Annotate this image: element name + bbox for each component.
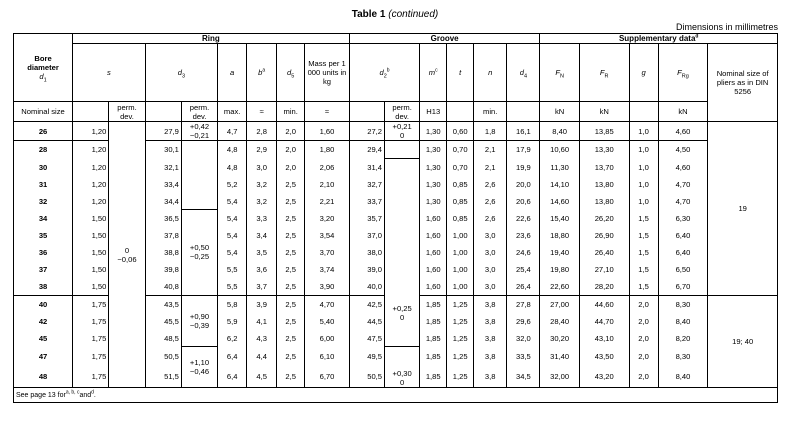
n-cell: 3,8	[474, 313, 507, 330]
d2-cell: 50,5	[367, 372, 383, 382]
s-cell: 1,75	[91, 352, 107, 362]
fn-cell: 15,40	[540, 210, 579, 227]
d3-cell: 39,8	[164, 264, 179, 274]
g-cell: 1,0	[629, 122, 658, 141]
g-cell: 1,0	[629, 159, 658, 176]
g-cell: 2,0	[629, 330, 658, 347]
d3-perm-dev-cell: +0,50 −0,25	[181, 210, 217, 296]
m-cell: 1,30	[420, 122, 447, 141]
d2-cell: 37,0	[367, 230, 383, 240]
d2-perm-dev-cell	[385, 141, 420, 159]
frg-cell: 6,70	[658, 278, 708, 296]
m-cell: 1,85	[420, 330, 447, 347]
frg-header: $F_{Rg}$	[658, 44, 708, 102]
frg-cell: 8,40	[658, 313, 708, 330]
s-cell: 1,50	[91, 213, 107, 223]
d2-cell: 44,5	[367, 316, 383, 326]
mass-cell: 3,90	[305, 278, 350, 296]
mass-cell: 2,06	[305, 159, 350, 176]
b-cell: 4,5	[247, 367, 277, 388]
bore-diameter-cell: 45	[14, 330, 73, 347]
d4-cell: 32,0	[507, 330, 540, 347]
fn-cell: 30,20	[540, 330, 579, 347]
mass-header: Mass per 1 000 units in kg	[305, 44, 350, 102]
fn-cell: 22,60	[540, 278, 579, 296]
fr-cell: 13,70	[579, 159, 629, 176]
fr-cell: 13,30	[579, 141, 629, 159]
frg-cell: 8,30	[658, 295, 708, 313]
d5-header: $d_5$	[277, 44, 305, 102]
d2-cell: 47,5	[367, 333, 383, 343]
m-cell: 1,30	[420, 159, 447, 176]
g-cell: 2,0	[629, 367, 658, 388]
bore-diameter-cell: 36	[14, 244, 73, 261]
d3-perm-dev-cell: +0,42 −0,21	[181, 122, 217, 141]
b-cell: 3,4	[247, 227, 277, 244]
mass-cell: 3,70	[305, 244, 350, 261]
b-cell: 3,6	[247, 261, 277, 278]
pliers-header: Nominal size of pliers as in DIN 5256	[708, 44, 778, 122]
t-cell: 0,85	[447, 193, 474, 210]
m-cell: 1,85	[420, 295, 447, 313]
fr-cell: 13,80	[579, 193, 629, 210]
d4-cell: 20,6	[507, 193, 540, 210]
mass-cell: 3,54	[305, 227, 350, 244]
fn-cell: 14,10	[540, 176, 579, 193]
fn-cell: 19,80	[540, 261, 579, 278]
nominal-size-subheader: Nominal size	[14, 102, 73, 122]
d5-cell: 2,5	[277, 227, 305, 244]
m-cell: 1,30	[420, 193, 447, 210]
bore-diameter-cell: 38	[14, 278, 73, 296]
bore-diameter-cell: 30	[14, 159, 73, 176]
mass-cell: 4,70	[305, 295, 350, 313]
n-cell: 2,1	[474, 159, 507, 176]
b-cell: 3,9	[247, 295, 277, 313]
a-header: a	[218, 44, 247, 102]
d3-cell: 36,5	[164, 213, 179, 223]
d3-header: $d_3$	[145, 44, 218, 102]
s-cell: 1,50	[91, 247, 107, 257]
d5-cell: 2,5	[277, 347, 305, 367]
s-cell: 1,75	[91, 299, 107, 309]
d5-min-subheader: min.	[277, 102, 305, 122]
d4-cell: 24,6	[507, 244, 540, 261]
d2-cell: 49,5	[367, 352, 383, 362]
t-cell: 0,70	[447, 141, 474, 159]
d2-cell: 39,0	[367, 264, 383, 274]
bore-diameter-cell: 42	[14, 313, 73, 330]
a-cell: 6,4	[218, 347, 247, 367]
s-cell: 1,50	[91, 230, 107, 240]
b-cell: 4,1	[247, 313, 277, 330]
bore-diameter-cell: 31	[14, 176, 73, 193]
g-cell: 1,5	[629, 261, 658, 278]
d2-cell: 27,2	[367, 126, 383, 136]
mass-cell: 3,74	[305, 261, 350, 278]
frg-cell: 6,50	[658, 261, 708, 278]
m-cell: 1,60	[420, 261, 447, 278]
m-cell: 1,30	[420, 141, 447, 159]
d3-perm-dev-cell: +1,10 −0,46	[181, 347, 217, 388]
d5-cell: 2,5	[277, 193, 305, 210]
fn-cell: 28,40	[540, 313, 579, 330]
a-cell: 6,4	[218, 367, 247, 388]
mass-cell: 1,80	[305, 141, 350, 159]
t-cell: 1,25	[447, 295, 474, 313]
g-header: g	[629, 44, 658, 102]
fr-cell: 44,60	[579, 295, 629, 313]
s-cell: 1,20	[91, 126, 107, 136]
bore-diameter-cell: 35	[14, 227, 73, 244]
d2-cell: 42,5	[367, 299, 383, 309]
a-cell: 5,9	[218, 313, 247, 330]
d4-cell: 27,8	[507, 295, 540, 313]
d2-perm-dev-cell: +0,30 0	[385, 347, 420, 388]
m-h13-subheader: H13	[420, 102, 447, 122]
a-max-subheader: max.	[218, 102, 247, 122]
fr-cell: 26,20	[579, 210, 629, 227]
n-cell: 3,0	[474, 244, 507, 261]
b-cell: 2,8	[247, 122, 277, 141]
d4-cell: 20,0	[507, 176, 540, 193]
d5-cell: 2,5	[277, 367, 305, 388]
fn-cell: 19,40	[540, 244, 579, 261]
frg-cell: 8,40	[658, 367, 708, 388]
footnote: See page 13 for$^{a, b, c}$and$^d$.	[14, 388, 778, 403]
d3-cell: 50,5	[164, 352, 179, 362]
frg-cell: 6,30	[658, 210, 708, 227]
fr-cell: 13,85	[579, 122, 629, 141]
d2-cell: 29,4	[367, 145, 383, 155]
fn-cell: 10,60	[540, 141, 579, 159]
s-cell: 1,75	[91, 372, 107, 382]
m-cell: 1,30	[420, 176, 447, 193]
d2-cell: 31,4	[367, 162, 383, 172]
a-cell: 5,5	[218, 278, 247, 296]
d3-perm-dev-subheader: perm. dev.	[181, 102, 217, 122]
n-cell: 3,8	[474, 330, 507, 347]
frg-cell: 4,60	[658, 159, 708, 176]
fn-cell: 8,40	[540, 122, 579, 141]
fr-cell: 43,20	[579, 367, 629, 388]
bore-diameter-cell: 48	[14, 367, 73, 388]
b-cell: 3,5	[247, 244, 277, 261]
mass-cell: 6,70	[305, 367, 350, 388]
table-row	[14, 122, 778, 141]
n-cell: 2,1	[474, 141, 507, 159]
d5-cell: 2,5	[277, 295, 305, 313]
bore-diameter-cell: 34	[14, 210, 73, 227]
pliers-size-cell: 19	[708, 122, 778, 296]
g-cell: 1,5	[629, 210, 658, 227]
n-cell: 3,0	[474, 227, 507, 244]
n-cell: 2,6	[474, 210, 507, 227]
d4-cell: 25,4	[507, 261, 540, 278]
d2-cell: 38,0	[367, 247, 383, 257]
groove-group-header: Groove	[349, 34, 540, 44]
b-cell: 3,2	[247, 193, 277, 210]
fr-cell: 28,20	[579, 278, 629, 296]
g-cell: 2,0	[629, 313, 658, 330]
d4-cell: 26,4	[507, 278, 540, 296]
bore-diameter-header: Bore diameter $d_1$	[14, 34, 73, 102]
fr-cell: 43,50	[579, 347, 629, 367]
n-header: n	[474, 44, 507, 102]
d5-cell: 2,5	[277, 244, 305, 261]
a-cell: 6,2	[218, 330, 247, 347]
t-cell: 0,85	[447, 176, 474, 193]
fr-cell: 26,90	[579, 227, 629, 244]
fn-header: $F_N$	[540, 44, 579, 102]
b-cell: 2,9	[247, 141, 277, 159]
a-cell: 5,5	[218, 261, 247, 278]
d3-cell: 37,8	[164, 230, 179, 240]
d4-cell: 34,5	[507, 367, 540, 388]
d3-cell: 45,5	[164, 316, 179, 326]
d2-cell: 33,7	[367, 196, 383, 206]
fr-header: $F_R$	[579, 44, 629, 102]
t-cell: 0,85	[447, 210, 474, 227]
d4-cell: 17,9	[507, 141, 540, 159]
d5-cell: 2,5	[277, 261, 305, 278]
d2-cell: 40,0	[367, 281, 383, 291]
m-cell: 1,60	[420, 227, 447, 244]
a-cell: 5,8	[218, 295, 247, 313]
fr-cell: 44,70	[579, 313, 629, 330]
d3-cell: 30,1	[164, 145, 179, 155]
fr-cell: 43,10	[579, 330, 629, 347]
bore-diameter-cell: 37	[14, 261, 73, 278]
d3-cell: 27,9	[164, 126, 179, 136]
b-cell: 3,7	[247, 278, 277, 296]
d2-perm-dev-cell: +0,21 0	[385, 122, 420, 141]
ring-group-header: Ring	[73, 34, 350, 44]
g-cell: 1,5	[629, 244, 658, 261]
s-cell: 1,20	[91, 145, 107, 155]
g-cell: 1,5	[629, 278, 658, 296]
m-cell: 1,85	[420, 313, 447, 330]
t-cell: 1,25	[447, 347, 474, 367]
t-cell: 1,25	[447, 313, 474, 330]
fn-cell: 18,80	[540, 227, 579, 244]
m-cell: 1,85	[420, 347, 447, 367]
b-cell: 3,2	[247, 176, 277, 193]
frg-cell: 4,50	[658, 141, 708, 159]
d3-perm-dev-cell: +0,90 −0,39	[181, 295, 217, 347]
frg-cell: 4,70	[658, 176, 708, 193]
b-cell: 4,4	[247, 347, 277, 367]
frg-cell: 4,60	[658, 122, 708, 141]
g-cell: 2,0	[629, 347, 658, 367]
d3-cell: 51,5	[164, 372, 179, 382]
fr-unit-subheader: kN	[579, 102, 629, 122]
fn-cell: 27,00	[540, 295, 579, 313]
frg-unit-subheader: kN	[658, 102, 708, 122]
t-cell: 1,25	[447, 330, 474, 347]
b-cell: 3,0	[247, 159, 277, 176]
d4-cell: 22,6	[507, 210, 540, 227]
d5-cell: 2,0	[277, 159, 305, 176]
fn-cell: 31,40	[540, 347, 579, 367]
bore-diameter-cell: 26	[14, 122, 73, 141]
table-body	[14, 122, 778, 388]
t-cell: 1,25	[447, 367, 474, 388]
d4-cell: 33,5	[507, 347, 540, 367]
g-cell: 1,0	[629, 141, 658, 159]
pliers-size-cell: 19; 40	[708, 295, 778, 388]
d5-cell: 2,0	[277, 122, 305, 141]
frg-cell: 4,70	[658, 193, 708, 210]
bore-diameter-cell: 40	[14, 295, 73, 313]
a-cell: 4,8	[218, 141, 247, 159]
mass-cell: 3,20	[305, 210, 350, 227]
a-cell: 5,4	[218, 210, 247, 227]
fn-unit-subheader: kN	[540, 102, 579, 122]
d3-perm-dev-cell	[181, 141, 217, 210]
fn-cell: 11,30	[540, 159, 579, 176]
d3-cell: 43,5	[164, 299, 179, 309]
n-cell: 1,8	[474, 122, 507, 141]
g-cell: 1,5	[629, 227, 658, 244]
s-cell: 1,20	[91, 179, 107, 189]
t-cell: 0,60	[447, 122, 474, 141]
d3-cell: 40,8	[164, 281, 179, 291]
d2-perm-dev-subheader: perm. dev.	[385, 102, 420, 122]
frg-cell: 6,40	[658, 244, 708, 261]
supplementary-group-header: Supplementary data$^d$	[540, 34, 778, 44]
d2-header: $d_2^b$	[349, 44, 419, 102]
d2-perm-dev-cell: +0,25 0	[385, 159, 420, 347]
mass-approx-subheader: ≈	[305, 102, 350, 122]
b-approx-subheader: ≈	[247, 102, 277, 122]
frg-cell: 8,20	[658, 330, 708, 347]
n-cell: 3,8	[474, 367, 507, 388]
m-cell: 1,60	[420, 244, 447, 261]
t-cell: 1,00	[447, 244, 474, 261]
s-perm-dev-cell: 0 −0,06	[109, 122, 145, 388]
bore-diameter-cell: 47	[14, 347, 73, 367]
d4-header: $d_4$	[507, 44, 540, 102]
m-header: $m^c$	[420, 44, 447, 102]
t-cell: 0,70	[447, 159, 474, 176]
d4-cell: 23,6	[507, 227, 540, 244]
fn-cell: 32,00	[540, 367, 579, 388]
d3-cell: 38,8	[164, 247, 179, 257]
n-cell: 2,6	[474, 193, 507, 210]
fr-cell: 27,10	[579, 261, 629, 278]
s-cell: 1,20	[91, 162, 107, 172]
b-cell: 3,3	[247, 210, 277, 227]
d2-cell: 32,7	[367, 179, 383, 189]
s-cell: 1,75	[91, 333, 107, 343]
n-cell: 3,0	[474, 278, 507, 296]
a-cell: 5,2	[218, 176, 247, 193]
d5-cell: 2,5	[277, 176, 305, 193]
s-cell: 1,20	[91, 196, 107, 206]
d4-cell: 16,1	[507, 122, 540, 141]
d5-cell: 2,5	[277, 278, 305, 296]
a-cell: 4,8	[218, 159, 247, 176]
table-title: Table 1 (continued)	[351, 9, 439, 20]
g-cell: 1,0	[629, 176, 658, 193]
d5-cell: 2,5	[277, 313, 305, 330]
t-header: t	[447, 44, 474, 102]
d5-cell: 2,5	[277, 210, 305, 227]
s-header: s	[73, 44, 146, 102]
d4-cell: 19,9	[507, 159, 540, 176]
m-cell: 1,60	[420, 278, 447, 296]
s-cell: 1,50	[91, 264, 107, 274]
n-cell: 3,8	[474, 295, 507, 313]
s-perm-dev-subheader: perm. dev.	[109, 102, 145, 122]
a-cell: 5,4	[218, 193, 247, 210]
n-cell: 2,6	[474, 176, 507, 193]
fn-cell: 14,60	[540, 193, 579, 210]
d2-cell: 35,7	[367, 213, 383, 223]
n-min-subheader: min.	[474, 102, 507, 122]
s-cell: 1,50	[91, 281, 107, 291]
d4-cell: 29,6	[507, 313, 540, 330]
bore-diameter-cell: 32	[14, 193, 73, 210]
b-cell: 4,3	[247, 330, 277, 347]
t-cell: 1,00	[447, 261, 474, 278]
g-cell: 1,0	[629, 193, 658, 210]
n-cell: 3,8	[474, 347, 507, 367]
d3-cell: 32,1	[164, 162, 179, 172]
d3-cell: 33,4	[164, 179, 179, 189]
t-cell: 1,00	[447, 227, 474, 244]
mass-cell: 2,10	[305, 176, 350, 193]
ring-dimensions-table	[13, 33, 778, 403]
b-header: $b^a$	[247, 44, 277, 102]
d5-cell: 2,0	[277, 141, 305, 159]
frg-cell: 8,30	[658, 347, 708, 367]
mass-cell: 5,40	[305, 313, 350, 330]
m-cell: 1,60	[420, 210, 447, 227]
frg-cell: 6,40	[658, 227, 708, 244]
a-cell: 4,7	[218, 122, 247, 141]
dimensions-note: Dimensions in millimetres	[675, 22, 778, 32]
s-cell: 1,75	[91, 316, 107, 326]
a-cell: 5,4	[218, 244, 247, 261]
d5-cell: 2,5	[277, 330, 305, 347]
n-cell: 3,0	[474, 261, 507, 278]
mass-cell: 1,60	[305, 122, 350, 141]
fr-cell: 26,40	[579, 244, 629, 261]
g-cell: 2,0	[629, 295, 658, 313]
mass-cell: 6,00	[305, 330, 350, 347]
a-cell: 5,4	[218, 227, 247, 244]
mass-cell: 2,21	[305, 193, 350, 210]
mass-cell: 6,10	[305, 347, 350, 367]
d3-cell: 34,4	[164, 196, 179, 206]
m-cell: 1,85	[420, 367, 447, 388]
t-cell: 1,00	[447, 278, 474, 296]
d3-cell: 48,5	[164, 333, 179, 343]
fr-cell: 13,80	[579, 176, 629, 193]
bore-diameter-cell: 28	[14, 141, 73, 159]
